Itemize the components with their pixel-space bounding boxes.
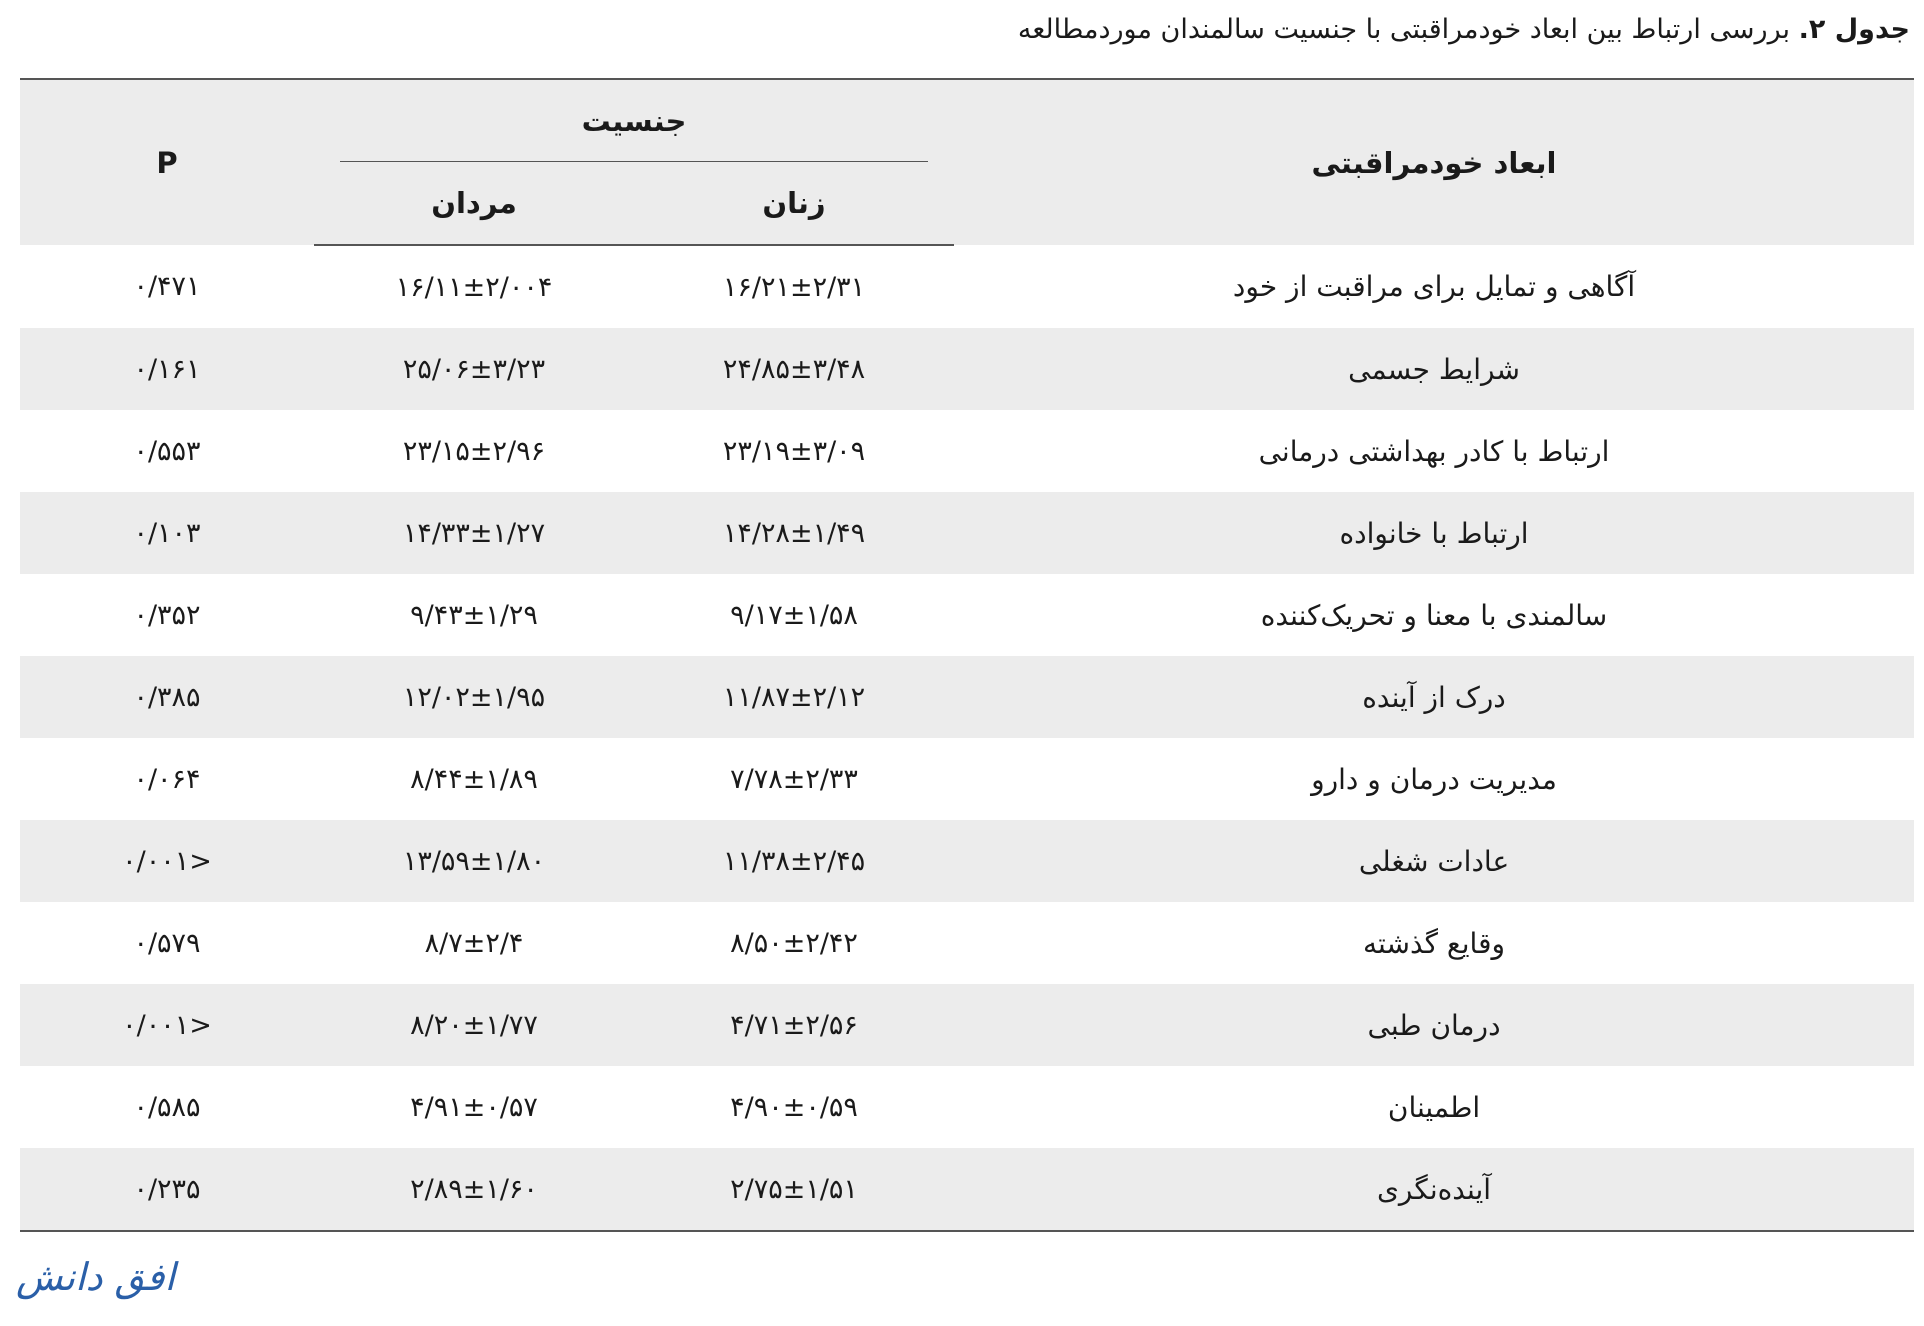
men-cell: ۲۳/۱۵±۲/۹۶ — [402, 435, 546, 467]
women-cell: ۲/۷۵±۱/۵۱ — [634, 1148, 954, 1231]
caption-text: بررسی ارتباط بین ابعاد خودمراقبتی با جنسیت سالمندان موردمطالعه — [1017, 14, 1790, 45]
p-cell: ۰/۵۵۳ — [133, 435, 201, 467]
women-cell: ۹/۱۷±۱/۵۸ — [730, 599, 858, 631]
dimension-cell: شرایط جسمی — [954, 328, 1914, 410]
women-cell: ۴/۷۱±۲/۵۶ — [634, 984, 954, 1066]
header-men: مردان — [314, 162, 634, 245]
women-cell: ۸/۵۰±۲/۴۲ — [730, 927, 858, 959]
p-cell: ۰/۱۶۱ — [20, 328, 314, 410]
p-cell: <۰/۰۰۱ — [20, 984, 314, 1066]
women-cell: ۴/۹۰±۰/۵۹ — [730, 1091, 858, 1123]
men-cell: ۱۴/۳۳±۱/۲۷ — [314, 492, 634, 574]
women-cell: ۱۴/۲۸±۱/۴۹ — [634, 492, 954, 574]
women-cell: ۱۱/۳۸±۲/۴۵ — [634, 820, 954, 902]
gender-divider — [340, 161, 928, 162]
p-cell: ۰/۳۸۵ — [20, 656, 314, 738]
table-row — [20, 984, 1914, 1066]
table-row — [20, 492, 1914, 574]
dimension-cell: آگاهی و تمایل برای مراقبت از خود — [1232, 270, 1636, 303]
table-row — [20, 574, 1914, 656]
men-cell: ۲۵/۰۶±۳/۲۳ — [314, 328, 634, 410]
header-dimensions: ابعاد خودمراقبتی — [954, 79, 1914, 245]
p-cell: ۰/۲۳۵ — [20, 1148, 314, 1231]
men-cell: ۲/۸۹±۱/۶۰ — [314, 1148, 634, 1231]
men-cell: ۸/۴۴±۱/۸۹ — [410, 763, 538, 795]
dimension-cell: سالمندی با معنا و تحریک‌کننده — [1260, 598, 1608, 632]
women-cell: ۱۶/۲۱±۲/۳۱ — [722, 271, 866, 303]
men-cell: ۱۲/۰۲±۱/۹۵ — [314, 656, 634, 738]
header-gender — [314, 79, 954, 162]
table-row — [20, 1148, 1914, 1231]
table-body — [20, 245, 1914, 1231]
dimension-cell: درک از آینده — [954, 656, 1914, 738]
table-row — [20, 328, 1914, 410]
table-row — [20, 656, 1914, 738]
men-cell: ۸/۲۰±۱/۷۷ — [314, 984, 634, 1066]
header-p: P — [20, 79, 314, 245]
dimension-cell: درمان طبی — [954, 984, 1914, 1066]
caption-label: جدول ۲. — [1798, 14, 1910, 45]
p-cell: ۰/۵۷۹ — [133, 927, 201, 959]
dimension-cell: ارتباط با کادر بهداشتی درمانی — [1258, 434, 1610, 468]
dimension-cell: آینده‌نگری — [954, 1148, 1914, 1231]
table-row — [20, 1066, 1914, 1148]
p-cell: ۰/۱۰۳ — [20, 492, 314, 574]
p-cell: ۰/۳۵۲ — [133, 599, 201, 631]
header-gender-label: جنسیت — [581, 104, 687, 138]
dimension-cell: وقایع گذشته — [1363, 926, 1505, 960]
table-row — [20, 410, 1914, 492]
table-row — [20, 902, 1914, 984]
table-row — [20, 738, 1914, 820]
table-row — [20, 245, 1914, 328]
men-cell: ۴/۹۱±۰/۵۷ — [410, 1091, 538, 1123]
journal-logo: افق دانش — [16, 1255, 175, 1299]
results-table — [20, 78, 1914, 1232]
dimension-cell: ارتباط با خانواده — [954, 492, 1914, 574]
women-cell: ۱۱/۸۷±۲/۱۲ — [634, 656, 954, 738]
p-cell: <۰/۰۰۱ — [20, 820, 314, 902]
dimension-cell: اطمینان — [1387, 1090, 1481, 1124]
p-cell: ۰/۰۶۴ — [133, 763, 201, 795]
men-cell: ۹/۴۳±۱/۲۹ — [410, 599, 538, 631]
men-cell: ۱۶/۱۱±۲/۰۰۴ — [395, 271, 553, 303]
dimension-cell: عادات شغلی — [954, 820, 1914, 902]
men-cell: ۸/۷±۲/۴ — [424, 927, 524, 959]
women-cell: ۷/۷۸±۲/۳۳ — [730, 763, 858, 795]
women-cell: ۲۴/۸۵±۳/۴۸ — [634, 328, 954, 410]
results-table-wrapper — [20, 78, 1914, 1232]
p-cell: ۰/۴۷۱ — [133, 271, 201, 302]
dimension-cell: مدیریت درمان و دارو — [1311, 762, 1557, 796]
table-caption — [20, 10, 1910, 50]
women-cell: ۲۳/۱۹±۳/۰۹ — [722, 435, 866, 467]
men-cell: ۱۳/۵۹±۱/۸۰ — [314, 820, 634, 902]
header-row-top — [20, 79, 1914, 162]
table-row — [20, 820, 1914, 902]
p-cell: ۰/۵۸۵ — [133, 1091, 201, 1123]
header-women: زنان — [634, 162, 954, 245]
